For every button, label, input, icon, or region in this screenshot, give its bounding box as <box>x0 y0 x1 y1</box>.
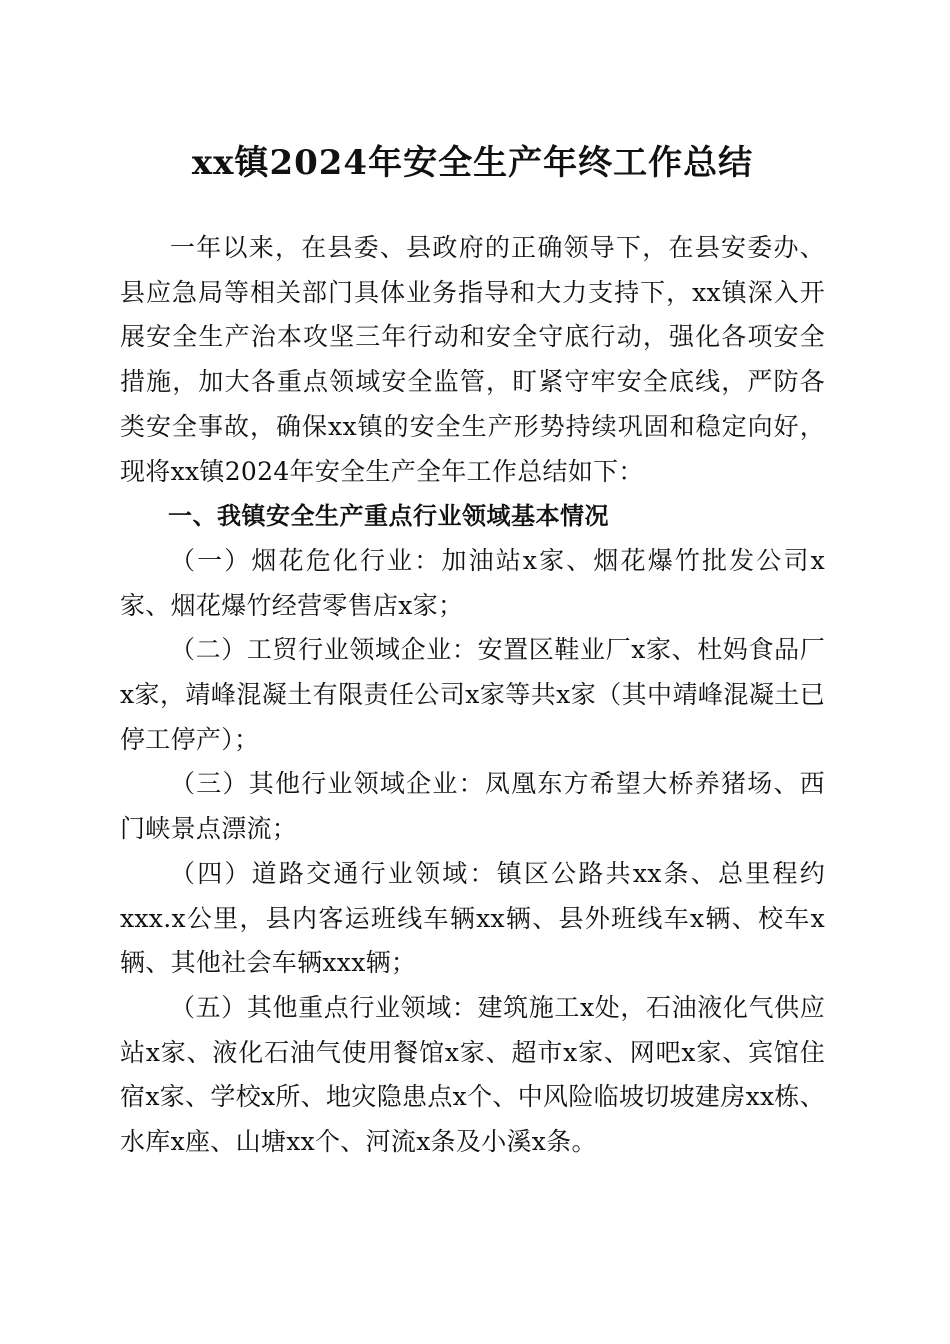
section-heading-1: 一、我镇安全生产重点行业领域基本情况 <box>168 502 609 531</box>
item-paragraph-2: （二）工贸行业领域企业：安置区鞋业厂x家、杜妈食品厂x家，靖峰混凝土有限责任公司x家等共x家（其中靖峰混凝土已停工停产）； <box>120 635 825 754</box>
item-paragraph-3: （三）其他行业领域企业：凤凰东方希望大桥养猪场、西门峡景点漂流； <box>120 769 825 844</box>
document-body <box>120 226 825 1165</box>
intro-paragraph: 一年以来，在县委、县政府的正确领导下，在县安委办、县应急局等相关部门具体业务指导和大力支持下，xx镇深入开展安全生产治本攻坚三年行动和安全守底行动，强化各项安全措施，加大各重点领域安全监管，盯紧守牢安全底线，严防各类安全事故，确保xx镇的安全生产形势持续巩固和稳定向好，现将xx镇2024年安全生产全年工作总结如下： <box>120 233 825 486</box>
item-paragraph-1: （一）烟花危化行业：加油站x家、烟花爆竹批发公司x家、烟花爆竹经营零售店x家； <box>120 545 825 620</box>
document-title: xx镇2024年安全生产年终工作总结 <box>191 143 754 183</box>
item-paragraph-4: （四）道路交通行业领域：镇区公路共xx条、总里程约xxx.x公里，县内客运班线车辆xx辆、县外班线车x辆、校车x辆、其他社会车辆xxx辆； <box>120 858 825 978</box>
item-paragraph-5: （五）其他重点行业领域：建筑施工x处，石油液化气供应站x家、液化石油气使用餐馆x家、超市x家、网吧x家、宾馆住宿x家、学校x所、地灾隐患点x个、中风险临坡切坡建房xx栋、水库x座、山塘xx个、河流x条及小溪x条。 <box>120 992 825 1157</box>
document-page <box>120 0 825 1165</box>
